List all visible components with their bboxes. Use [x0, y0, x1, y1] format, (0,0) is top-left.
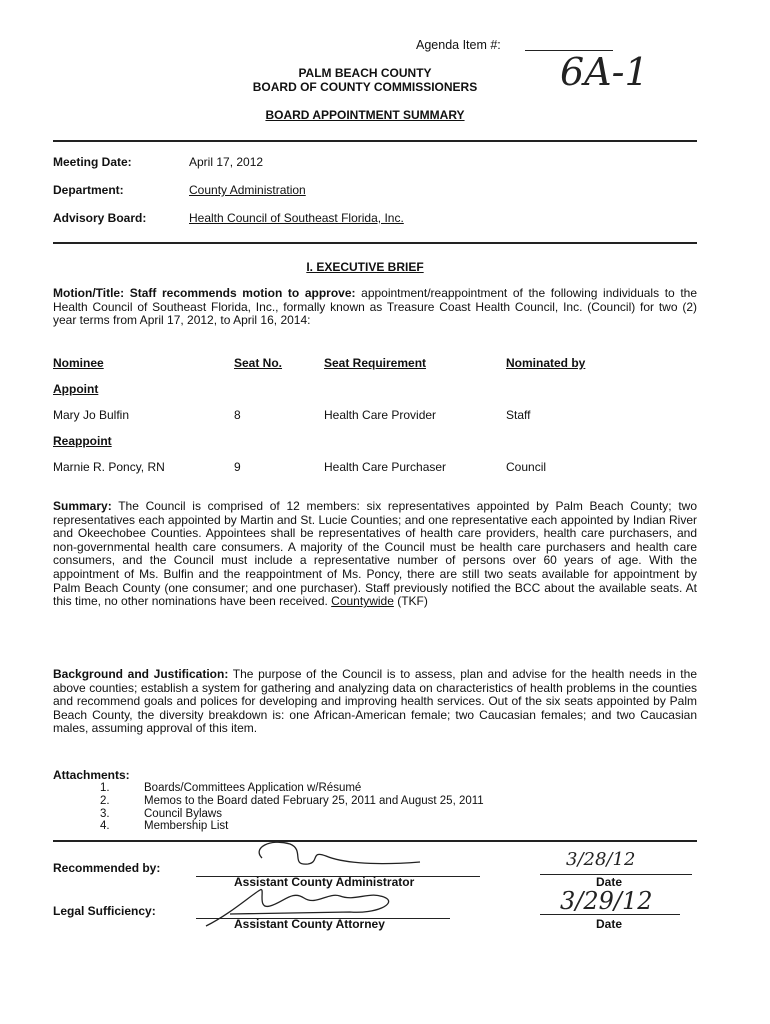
meeting-date-label: Meeting Date: [53, 155, 132, 169]
attachment-text: Membership List [144, 820, 229, 832]
nominee-requirement: Health Care Purchaser [324, 460, 447, 474]
attachment-text: Council Bylaws [144, 808, 222, 820]
meeting-date-value: April 17, 2012 [189, 155, 264, 169]
summary-text: The Council is comprised of 12 members: six representatives appointed by Palm Beach County; two representatives each appointed by Martin and St. Lucie Counties; and one representative each appointed by Indian River and Okeechobee Counties. Appointees shall be representatives of health care providers, health care purchasers, and non-governmental health care consumers. A majority of the Council must be health care purchasers and health care consumers, and the Council must include a representative number of persons over 60 years of age. With the appointment of Ms. Bulfin and the reappointment of Ms. Poncy, there are still two seats available for appointment by Palm Beach County (one consumer; and one purchaser). Staff previously notified the BCC about the available seats. At this time, no other nominations have been received. [53, 499, 697, 609]
col-header-nominee: Nominee [53, 356, 104, 370]
countywide-label: Countywide [331, 594, 394, 609]
nominee-name: Mary Jo Bulfin [53, 408, 130, 422]
executive-brief-heading: I. EXECUTIVE BRIEF [306, 260, 424, 274]
divider [53, 242, 697, 244]
county-title: PALM BEACH COUNTY [298, 66, 432, 80]
recommended-date-handwritten: 3/28/12 [566, 849, 636, 870]
attachment-text: Boards/Committees Application w/Résumé [144, 782, 362, 794]
agenda-number-handwritten: 6A-1 [560, 50, 649, 94]
attachment-num: 4. [100, 820, 110, 832]
motion-label: Motion/Title: Staff recommends motion to approve: [53, 286, 356, 300]
date-line [540, 914, 680, 915]
board-title: BOARD OF COUNTY COMMISSIONERS [252, 80, 478, 94]
nominee-requirement: Health Care Provider [324, 408, 437, 422]
department-value: County Administration [189, 183, 306, 197]
attachment-text: Memos to the Board dated February 25, 2011 and August 25, 2011 [144, 795, 484, 807]
summary-initials: (TKF) [397, 594, 428, 609]
attachment-num: 2. [100, 795, 110, 807]
attachment-num: 1. [100, 782, 110, 794]
department-label: Department: [53, 183, 124, 197]
background-label: Background and Justification: [53, 667, 229, 681]
attachment-num: 3. [100, 808, 110, 820]
attachments-label: Attachments: [53, 768, 130, 782]
recommended-date-label: Date [596, 875, 623, 889]
advisory-board-value: Health Council of Southeast Florida, Inc. [189, 211, 404, 225]
summary-label: Summary: [53, 499, 112, 513]
background-paragraph [53, 668, 697, 736]
recommended-title: Assistant County Administrator [234, 875, 415, 889]
col-header-requirement: Seat Requirement [324, 356, 427, 370]
nominee-name: Marnie R. Poncy, RN [53, 460, 165, 474]
summary-paragraph [53, 500, 697, 609]
summary-title: BOARD APPOINTMENT SUMMARY [265, 108, 465, 122]
nominee-seat: 9 [234, 460, 241, 474]
advisory-board-label: Advisory Board: [53, 211, 147, 225]
nominee-nominated-by: Staff [506, 408, 531, 422]
divider [53, 140, 697, 142]
col-header-seat: Seat No. [234, 356, 283, 370]
col-header-nominated-by: Nominated by [506, 356, 586, 370]
legal-title: Assistant County Attorney [234, 917, 385, 931]
background-text: The purpose of the Council is to assess, plan and advise for the health needs in the above counties; establish a system for gathering and analyzing data on characteristics of health problems in the counties and recommend goals and polices for developing and improving health services. Out of the six seats appointed by Palm Beach County, the diversity breakdown is: one African-American female; two Caucasian females; and two Caucasian males, assuming approval of this item. [53, 667, 697, 736]
recommended-by-label: Recommended by: [53, 861, 161, 875]
reappoint-label: Reappoint [53, 434, 112, 448]
legal-date-label: Date [596, 917, 623, 931]
agenda-item-label: Agenda Item #: [416, 38, 501, 52]
legal-date-handwritten: 3/29/12 [560, 887, 653, 915]
motion-text: appointment/reappointment of the following individuals to the Health Council of Southeast Florida, Inc., formally known as Treasure Coast Health Council, Inc. (Council) for two (2) year terms from April 17, 2012, to April 16, 2014: [53, 286, 698, 328]
appoint-label: Appoint [53, 382, 99, 396]
motion-paragraph [53, 287, 697, 328]
legal-sufficiency-label: Legal Sufficiency: [53, 904, 156, 918]
signature-recommended [250, 836, 450, 876]
nominee-nominated-by: Council [506, 460, 547, 474]
nominee-seat: 8 [234, 408, 241, 422]
